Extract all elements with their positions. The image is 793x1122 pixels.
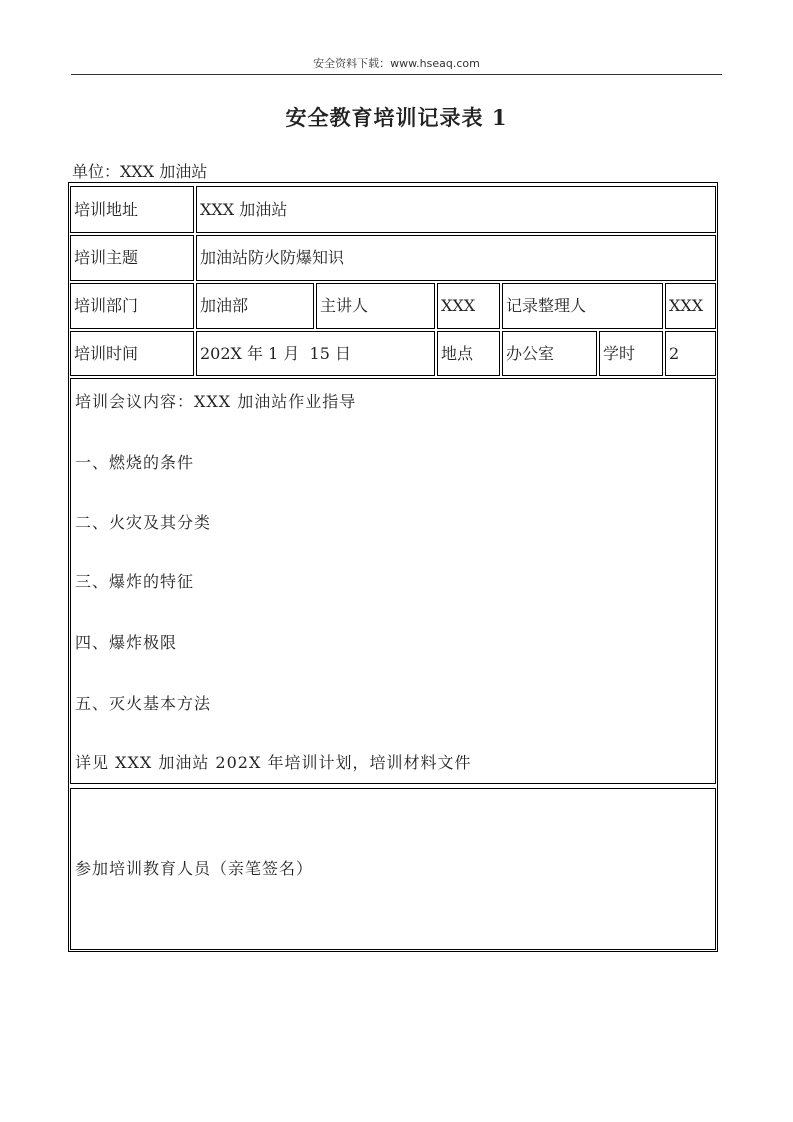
time-label-cell: [70, 331, 194, 376]
speaker-value-cell: [437, 283, 500, 329]
location-label-cell: [70, 186, 194, 233]
content-item: 三、爆炸的特征: [75, 572, 195, 591]
place-label-cell: [437, 331, 500, 376]
content-heading: 培训会议内容：XXX 加油站作业指导: [75, 392, 357, 411]
recorder-value: XXX: [669, 296, 704, 315]
hours-label: 学时: [603, 343, 636, 363]
place-value-cell: [502, 331, 597, 376]
document-title: 安全教育培训记录表 1: [285, 105, 508, 130]
topic-label: 培训主题: [74, 248, 139, 267]
location-label: 培训地址: [74, 199, 139, 219]
topic-value: 加油站防火防爆知识: [200, 248, 345, 267]
time-value: 202X 年 1 月 15 日: [200, 343, 351, 363]
content-item: 四、爆炸极限: [75, 633, 178, 652]
department-label-cell: [70, 283, 194, 329]
training-content-cell: [70, 378, 716, 784]
signature-cell[interactable]: [70, 788, 716, 950]
speaker-label: 主讲人: [320, 296, 369, 315]
department-value-cell: [196, 283, 314, 329]
signature-label: 参加培训教育人员（亲笔签名）: [75, 859, 314, 878]
header-divider: [71, 74, 722, 75]
content-reference: 详见 XXX 加油站 202X 年培训计划，培训材料文件: [75, 753, 472, 772]
recorder-value-cell: [665, 283, 716, 329]
location-value: XXX 加油站: [200, 199, 288, 219]
department-label: 培训部门: [74, 296, 139, 315]
source-link[interactable]: 安全资料下载：www.hseaq.com: [313, 57, 480, 70]
hours-value-cell: [665, 331, 716, 376]
location-value-cell: [196, 186, 716, 233]
hours-label-cell: [599, 331, 663, 376]
hours-value: 2: [669, 343, 680, 363]
speaker-value: XXX: [441, 296, 476, 315]
topic-label-cell: [70, 235, 194, 281]
recorder-label-cell: [502, 283, 663, 329]
content-item: 一、燃烧的条件: [75, 453, 195, 472]
department-value: 加油部: [200, 296, 249, 315]
content-item: 二、火灾及其分类: [75, 513, 212, 532]
topic-value-cell: [196, 235, 716, 281]
content-item: 五、灭火基本方法: [75, 694, 212, 713]
recorder-label: 记录整理人: [506, 296, 587, 315]
place-label: 地点: [441, 343, 474, 363]
unit-line: 单位：XXX 加油站: [72, 162, 208, 181]
place-value: 办公室: [506, 343, 555, 363]
time-value-cell: [196, 331, 435, 376]
speaker-label-cell: [316, 283, 435, 329]
time-label: 培训时间: [74, 343, 139, 363]
